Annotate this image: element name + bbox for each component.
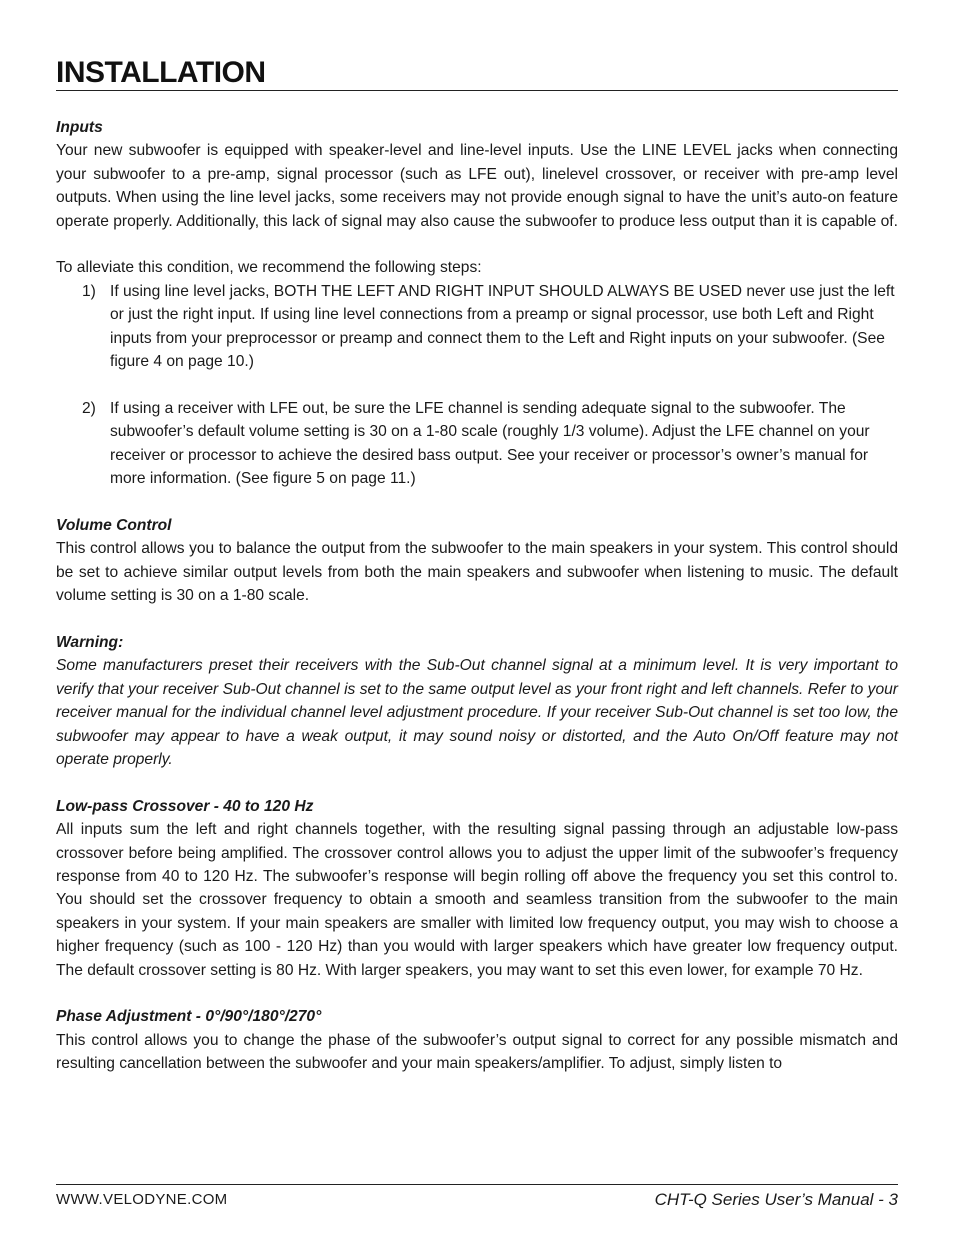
step-text: If using a receiver with LFE out, be sure the LFE channel is sending adequate signal to the subwoofer. The subwoofer’s default volume setting is 30 on a 1-80 scale (roughly 1/3 volume). Adjust the LFE channel on your receiver or processor to achieve the desired bass output. See your receiver or processor’s owner’s manual for more information. (See figure 5 on page 11.) — [110, 399, 870, 488]
list-item — [56, 397, 898, 491]
warning-body: Some manufacturers preset their receivers with the Sub-Out channel signal at a minimum level. It is very important to verify that your receiver Sub-Out channel is set to the same output level as your front right and left channels. Refer to your receiver manual for the individual channel level adjustment procedure. If your receiver Sub-Out channel is set too low, the subwoofer may appear to have a weak output, it may sound noisy or distorted, and the Auto On/Off feature may not operate properly. — [56, 657, 898, 768]
phase-body: This control allows you to change the phase of the subwoofer’s output signal to correct for any possible mismatch and resulting cancellation between the subwoofer and your main speakers/amplifier. To adjust, simply listen to — [56, 1031, 898, 1073]
footer-page-label: CHT-Q Series User’s Manual - 3 — [654, 1190, 898, 1209]
phase-section — [56, 1005, 898, 1075]
steps-list — [56, 280, 898, 491]
footer-rule — [56, 1184, 898, 1185]
page-content — [56, 116, 898, 1076]
volume-heading: Volume Control — [56, 516, 172, 534]
warning-heading: Warning: — [56, 633, 124, 651]
crossover-section — [56, 795, 898, 982]
footer-url: WWW.VELODYNE.COM — [56, 1191, 228, 1208]
inputs-intro: To alleviate this condition, we recommend the following steps: — [56, 259, 482, 277]
crossover-body: All inputs sum the left and right channels together, with the resulting signal passing through an adjustable low-pass crossover before being amplified. The crossover control allows you to adjust the upper limit of the subwoofer’s frequency response from 40 to 120 Hz. The subwoofer’s response will begin rolling off above the frequency you set this control to. You should set the crossover frequency to obtain a smooth and seamless transition from the subwoofer to the main speakers in your system. If your main speakers are smaller with limited low frequency output, you may wish to choose a higher frequency (such as 100 - 120 Hz) than you would with larger speakers which have greater low frequency output. The default crossover setting is 80 Hz. With larger speakers, you may want to set this even lower, for example 70 Hz. — [56, 821, 898, 979]
page-title: INSTALLATION — [56, 56, 266, 89]
warning-section — [56, 631, 898, 771]
step-number: 2) — [82, 399, 96, 417]
title-rule — [56, 56, 898, 91]
volume-section — [56, 514, 898, 608]
volume-body: This control allows you to balance the output from the subwoofer to the main speakers in your system. This control should be set to achieve similar output levels from both the main speakers and subwoofer when listening to music. The default volume setting is 30 on a 1-80 scale. — [56, 540, 898, 605]
inputs-heading: Inputs — [56, 119, 103, 136]
crossover-heading: Low-pass Crossover - 40 to 120 Hz — [56, 797, 314, 815]
step-text: If using line level jacks, BOTH THE LEFT AND RIGHT INPUT SHOULD ALWAYS BE USED never use just the left or just the right input. If using line level connections from a preamp or signal processor, use both Left and Right inputs from your preprocessor or preamp and connect them to the Left and Right inputs on your subwoofer. (See figure 4 on page 10.) — [110, 282, 895, 371]
phase-heading: Phase Adjustment - 0°/90°/180°/270° — [56, 1008, 322, 1026]
step-number: 1) — [82, 282, 96, 300]
inputs-body: Your new subwoofer is equipped with speaker-level and line-level inputs. Use the LINE LEVEL jacks when connecting your subwoofer to a pre-amp, signal processor (such as LFE out), linelevel crossover, or receiver with pre-amp level outputs. When using the line level jacks, some receivers may not provide enough signal to have the unit’s auto-on feature operate properly. Additionally, this lack of signal may also cause the subwoofer to produce less output than it is capable of. — [56, 142, 898, 230]
inputs-section — [56, 116, 898, 490]
list-item — [56, 280, 898, 374]
